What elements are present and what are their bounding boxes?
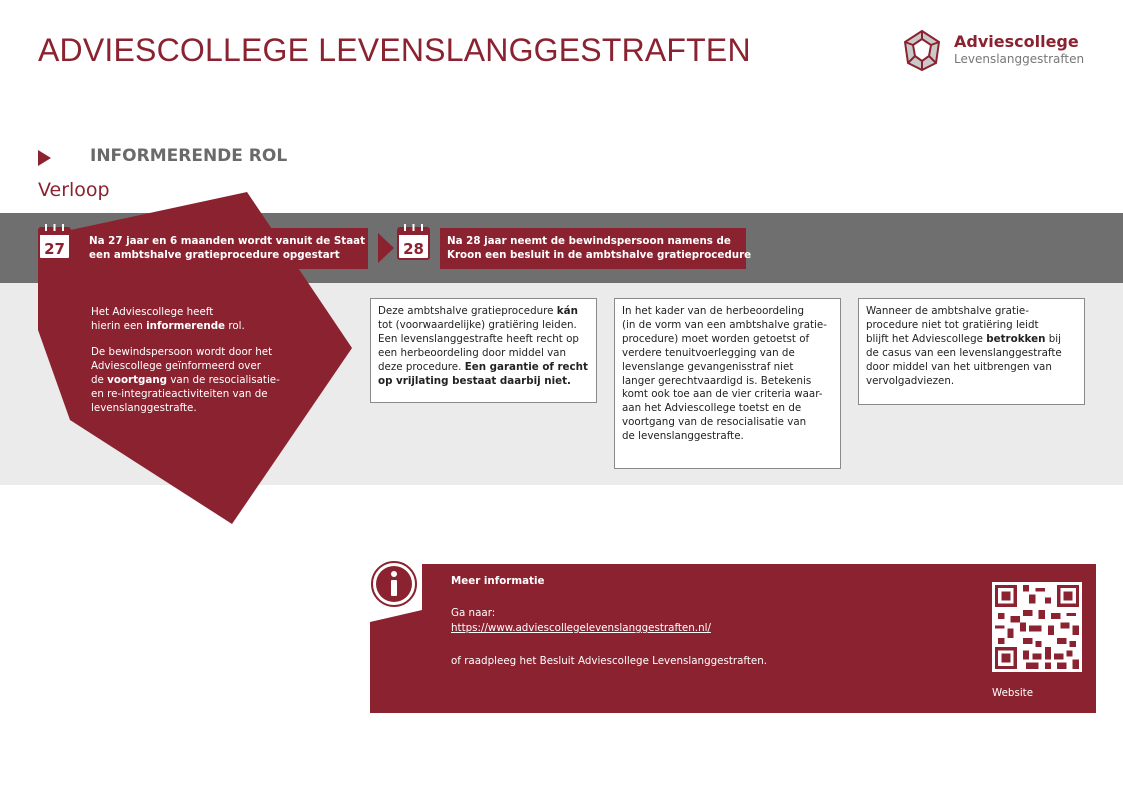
role-paragraph: Het Adviescollege heeft hierin een informerende rol. <box>91 306 245 332</box>
page-title: ADVIESCOLLEGE LEVENSLANGGESTRAFTEN <box>38 32 751 68</box>
calendar-icon <box>38 224 71 260</box>
info-icon <box>370 560 418 608</box>
info-consult-text: of raadpleeg het Besluit Adviescollege Levenslanggestraften. <box>451 655 768 667</box>
qr-label: Website <box>992 687 1034 699</box>
role-paragraph: De bewindspersoon wordt door het Adviescollege geïnformeerd over de voortgang van de resocialisatie- en re-integratieactiviteiten van de levenslanggestrafte. <box>91 346 280 414</box>
info-column-3: Wanneer de ambtshalve gratie- procedure niet tot gratiëring leidt blijft het Adviescollege betrokken bij de casus van een levenslanggestrafte door middel van het uitbrengen van vervolgadviezen. <box>858 298 1085 405</box>
website-link[interactable]: https://www.adviescollegelevenslanggestraften.nl/ <box>451 622 711 634</box>
logo-name: Adviescollege <box>954 32 1079 51</box>
timeline-step-28 <box>440 228 752 269</box>
section-heading: INFORMERENDE ROL <box>90 146 288 166</box>
qr-code-icon[interactable] <box>992 582 1082 672</box>
calendar-icon <box>397 224 430 260</box>
calendar-day-28: 28 <box>403 240 424 258</box>
info-column-1: Deze ambtshalve gratieprocedure kán tot (voorwaardelijke) gratiëring leiden. Een levenslanggestrafte heeft recht op een herbeoordeling door middel van deze procedure. Een garantie of recht op vrijlating bestaat daarbij niet. <box>370 298 597 403</box>
sub-heading: Verloop <box>38 179 110 201</box>
timeline-step-text: Kroon een besluit in de ambtshalve gratieprocedure <box>447 249 752 261</box>
timeline-step-text: een ambtshalve gratieprocedure opgestart <box>89 249 340 261</box>
timeline-step-27 <box>82 228 368 269</box>
timeline-step-text: Na 28 jaar neemt de bewindspersoon namens de <box>447 235 731 247</box>
calendar-day-27: 27 <box>44 240 65 258</box>
info-title: Meer informatie <box>451 575 545 587</box>
logo-subtitle: Levenslanggestraften <box>954 52 1085 66</box>
timeline-step-text: Na 27 jaar en 6 maanden wordt vanuit de Staat <box>89 235 366 247</box>
timeline-arrow <box>378 233 394 263</box>
role-description <box>91 305 306 427</box>
info-goto-label: Ga naar: <box>451 607 496 619</box>
info-column-2: In het kader van de herbeoordeling (in de vorm van een ambtshalve gratie- procedure) moet worden getoetst of verdere tenuitvoerlegging van de levenslange gevangenisstraf niet langer gerechtvaardigd is. Betekenis komt ook toe aan de vier criteria waar- aan het Adviescollege toetst en de voortgang van de resocialisatie van de levenslanggestrafte. <box>614 298 841 469</box>
